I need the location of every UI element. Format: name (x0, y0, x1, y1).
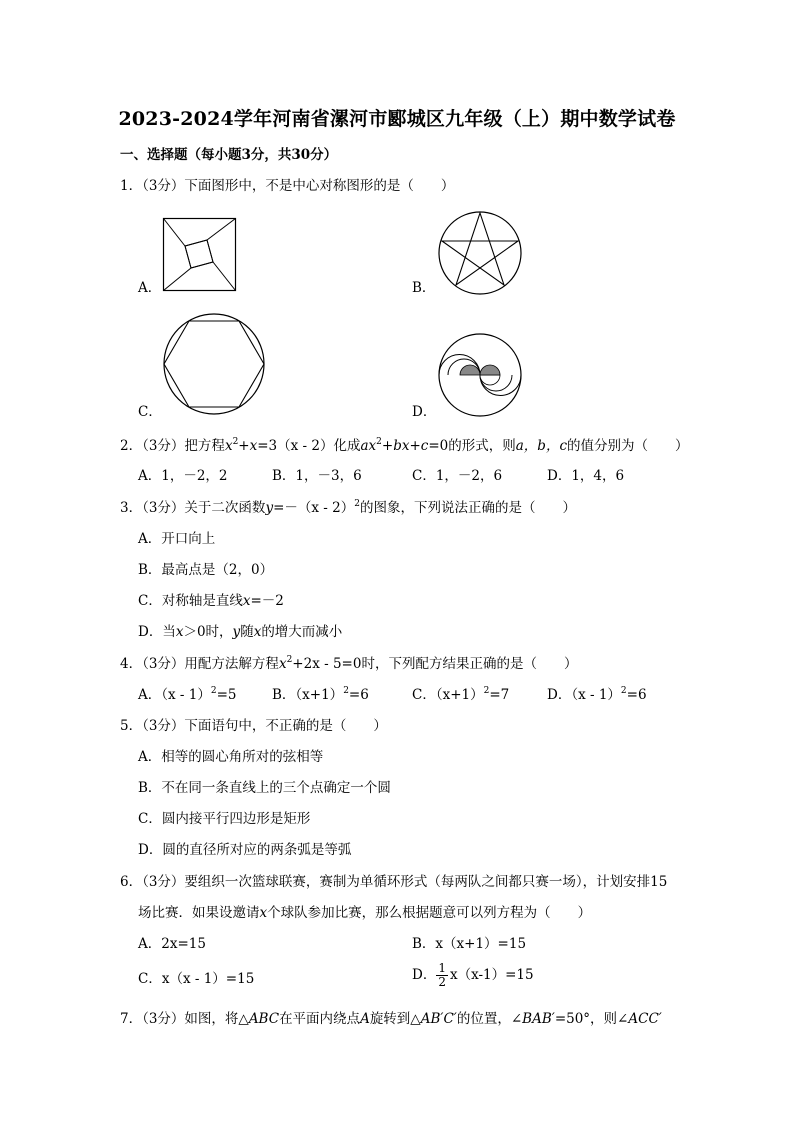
option-text: D． (412, 967, 437, 983)
question-4-option-d (547, 686, 647, 704)
var-x: x (224, 438, 233, 454)
plus: + (238, 438, 250, 454)
option-text: C．对称轴是直线 (138, 593, 243, 609)
option-text: 旋转到△ (369, 1011, 421, 1027)
question-6-option-a: A．2x=15 (138, 936, 206, 952)
question-1-option-c: C． (138, 404, 162, 420)
option-text: 7．（3分）如图，将△ (120, 1011, 249, 1027)
triangle-abc-prime: AB′C′ (420, 1011, 457, 1027)
question-2-option-d: D．1，4，6 (547, 468, 625, 484)
angle-bab: BAB′ (522, 1011, 555, 1027)
var-y: y (265, 500, 274, 516)
page-title: 2023-2024学年河南省漯河市郾城区九年级（上）期中数学试卷 (118, 108, 676, 130)
point-a: A (360, 1011, 370, 1027)
plus: + (409, 438, 421, 454)
question-3-option-a: A．开口向上 (138, 531, 216, 547)
question-1-option-a: A． (138, 280, 162, 296)
option-text: 个球队参加比赛，那么根据题意可以列方程为（ ） (267, 905, 592, 921)
exponent: 2 (620, 686, 627, 696)
option-text: ＞0时， (183, 624, 233, 640)
question-1-stem: 1．（3分）下面图形中，不是中心对称图形的是（ ） (120, 178, 455, 194)
option-text: =7 (489, 687, 510, 703)
exponent: 2 (232, 437, 239, 447)
var-x: x (242, 593, 251, 609)
option-text: =6 (348, 687, 369, 703)
question-6-stem-line1: 6．（3分）要组织一次篮球联赛，赛制为单循环形式（每两队之间都只赛一场），计划安排15 (120, 874, 668, 890)
question-2-option-b: B．1，－3，6 (272, 468, 362, 484)
question-4-prefix: 4．（3分）用配方法解方程 (120, 656, 279, 672)
question-2-option-c: C．1，－2，6 (412, 468, 503, 484)
question-2-prefix: 2．（3分）把方程 (120, 438, 225, 454)
equation-part: =0的形式，则 (428, 438, 516, 454)
question-4-option-b (272, 686, 369, 704)
option-text: D．当 (138, 624, 176, 640)
question-1-option-b: B． (412, 280, 436, 296)
exponent: 2 (210, 686, 217, 696)
question-2-suffix: 的值分别为（ ） (567, 438, 689, 454)
question-5-stem: 5．（3分）下面语句中，不正确的是（ ） (120, 718, 387, 734)
option-text: 随 (240, 624, 254, 640)
var-y: y (232, 624, 241, 640)
exponent: 2 (343, 686, 349, 696)
var-x: x (253, 624, 262, 640)
triangle-abc: ABC (248, 1011, 280, 1027)
question-4-stem (120, 655, 577, 673)
option-text: B．（x+1） (272, 687, 344, 703)
var-x: x (175, 624, 184, 640)
equation-part: =3（x - 2）化成 (257, 438, 361, 454)
var-bx: bx (393, 438, 410, 454)
angle-acc: ACC′ (628, 1011, 662, 1027)
question-2-option-a: A．1，－2，2 (138, 468, 228, 484)
question-4-option-a (138, 686, 237, 704)
question-6-option-d (412, 962, 534, 989)
question-6-option-c: C．x（x - 1）=15 (138, 971, 255, 987)
option-text: 在平面内绕点 (279, 1011, 361, 1027)
exponent: 2 (286, 655, 293, 665)
exponent: 2 (354, 499, 360, 509)
question-7-stem (120, 1010, 662, 1028)
question-6-option-b: B．x（x+1）=15 (412, 936, 527, 952)
fraction-denominator: 2 (438, 975, 446, 989)
question-5-option-c: C．圆内接平行四边形是矩形 (138, 811, 311, 827)
question-3-option-c (138, 592, 284, 610)
figure-circle-star (438, 211, 522, 295)
vars-abc: a，b，c (515, 438, 568, 454)
option-text: =－2 (250, 593, 284, 609)
question-4-suffix: +2x - 5=0时，下列配方结果正确的是（ ） (292, 656, 578, 672)
question-3-option-b: B．最高点是（2，0） (138, 562, 274, 578)
function-expr: =－（x - 2） (273, 500, 355, 516)
option-text: =50°，则∠ (554, 1011, 629, 1027)
option-text: 的增大而减小 (261, 624, 343, 640)
figure-square-pinwheel (163, 218, 237, 292)
option-text: D．（x - 1） (547, 687, 621, 703)
figure-circle-yinyang (438, 333, 522, 417)
var-x: x (259, 905, 268, 921)
question-6-stem-line2 (138, 904, 591, 922)
option-text: C．（x+1） (412, 687, 484, 703)
var-x: x (278, 656, 287, 672)
option-text: x（x-1）=15 (449, 967, 534, 983)
figure-circle-hexagon (163, 313, 267, 417)
var-x: x (249, 438, 258, 454)
plus: + (381, 438, 394, 454)
question-5-option-a: A．相等的圆心角所对的弦相等 (138, 749, 324, 765)
option-text: A．（x - 1） (138, 687, 211, 703)
question-2-stem (120, 437, 689, 455)
question-3-stem (120, 499, 576, 517)
section-heading: 一、选择题（每小题3分，共30分） (120, 147, 338, 163)
question-3-option-d (138, 623, 342, 641)
question-3-suffix: 的图象，下列说法正确的是（ ） (359, 500, 576, 516)
option-text: 的位置，∠ (456, 1011, 523, 1027)
question-5-option-b: B．不在同一条直线上的三个点确定一个圆 (138, 780, 391, 796)
exponent: 2 (376, 437, 382, 447)
question-3-prefix: 3．（3分）关于二次函数 (120, 500, 266, 516)
option-text: 场比赛．如果设邀请 (138, 905, 260, 921)
var-ax: ax (360, 438, 377, 454)
question-5-option-d: D．圆的直径所对应的两条弧是等弧 (138, 842, 352, 858)
option-text: =6 (626, 687, 647, 703)
fraction-numerator: 1 (438, 961, 446, 975)
option-text: =5 (216, 687, 237, 703)
question-4-option-c (412, 686, 509, 704)
var-c: c (420, 438, 429, 454)
question-1-option-d: D． (412, 404, 437, 420)
fraction-one-half (436, 962, 448, 989)
exponent: 2 (483, 686, 490, 696)
